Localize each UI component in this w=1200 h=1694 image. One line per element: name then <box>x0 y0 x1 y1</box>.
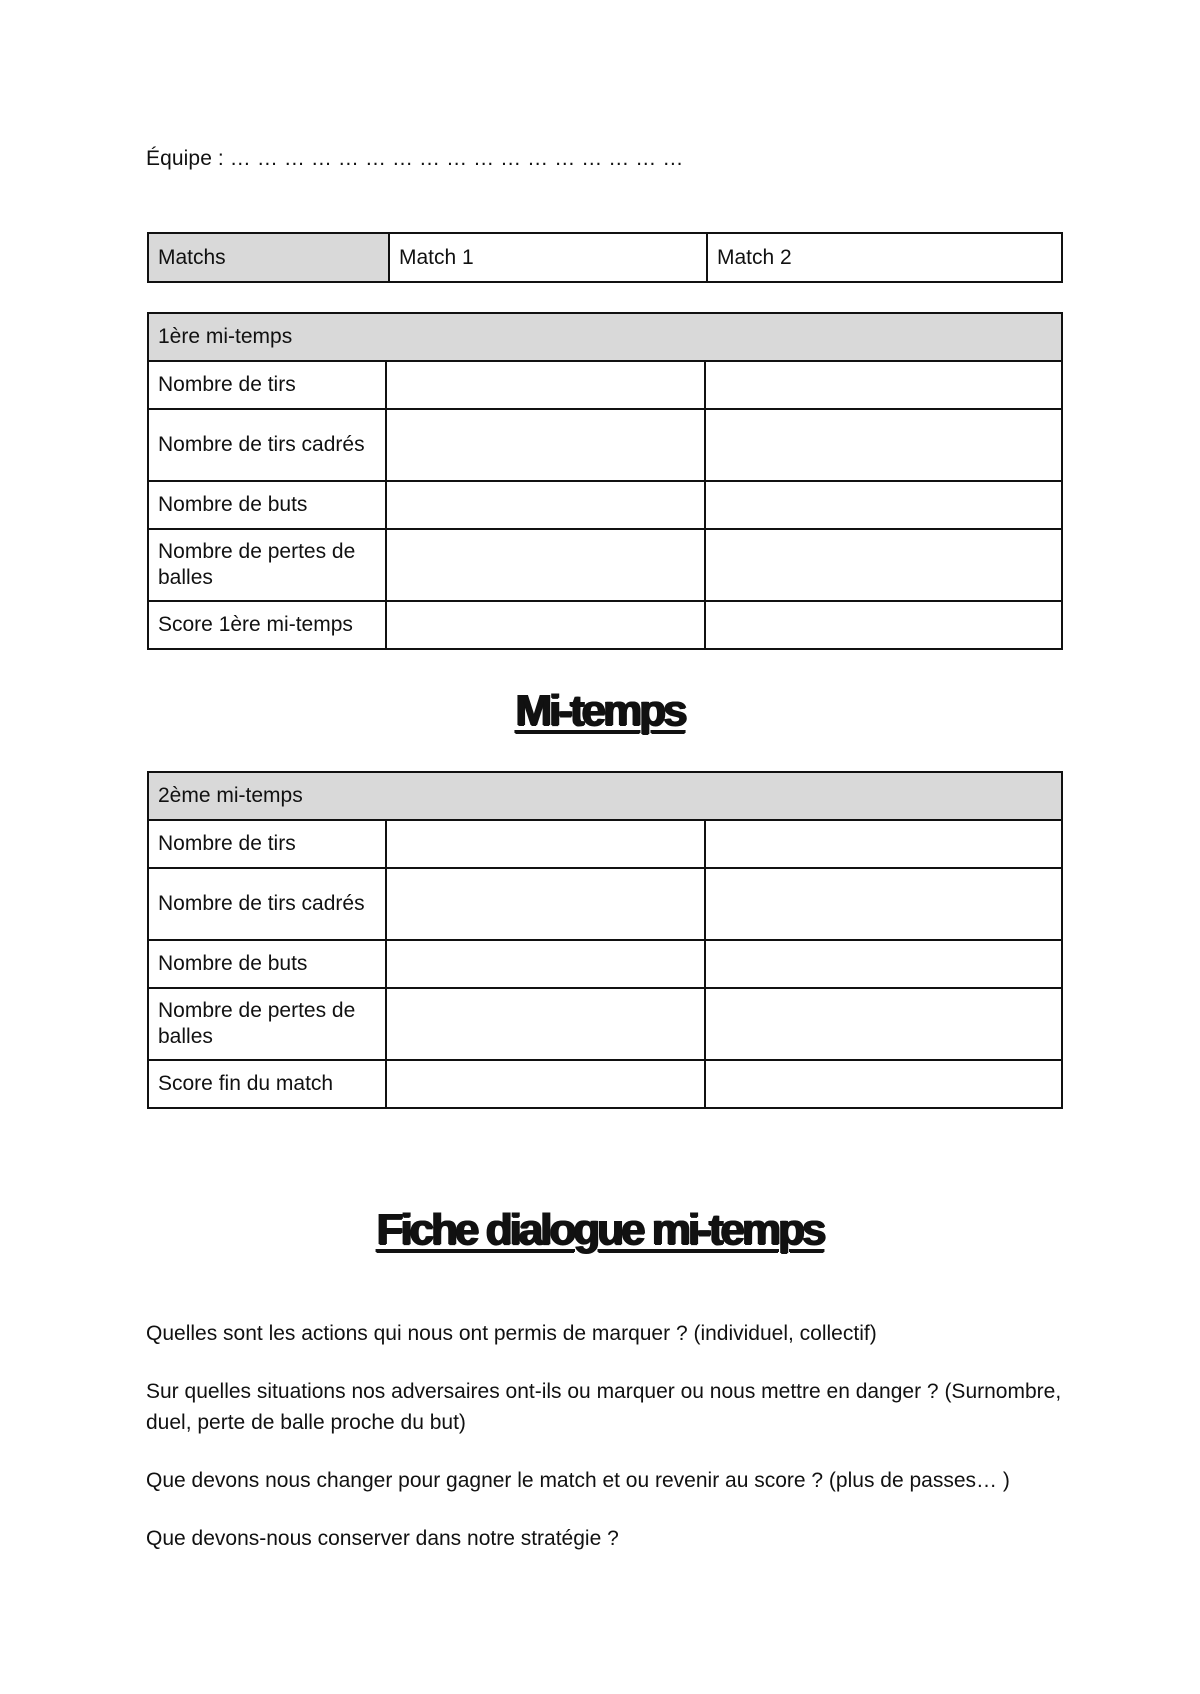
first-half-title-row <box>148 313 1062 361</box>
second-half-table <box>147 771 1063 1109</box>
row-label: Nombre de tirs <box>148 361 386 409</box>
matches-header-row <box>148 233 1062 282</box>
match-1-input-cell[interactable] <box>386 601 705 649</box>
team-name-line: Équipe : … … … … … … … … … … … … … … … … … <box>146 147 684 170</box>
table-row <box>148 1060 1062 1108</box>
table-row <box>148 529 1062 601</box>
row-label: Nombre de tirs <box>148 820 386 868</box>
match-1-input-cell[interactable] <box>386 529 705 601</box>
match-1-input-cell[interactable] <box>386 868 705 940</box>
match-2-input-cell[interactable] <box>705 988 1062 1060</box>
row-label: Nombre de pertes de balles <box>148 988 386 1060</box>
match-2-input-cell[interactable] <box>705 820 1062 868</box>
first-half-table <box>147 312 1063 650</box>
question-1: Quelles sont les actions qui nous ont permis de marquer ? (individuel, collectif) <box>146 1322 877 1345</box>
match-2-input-cell[interactable] <box>705 940 1062 988</box>
match-1-header-cell: Match 1 <box>389 233 707 282</box>
row-label: Nombre de tirs cadrés <box>148 868 386 940</box>
match-1-input-cell[interactable] <box>386 361 705 409</box>
table-row <box>148 868 1062 940</box>
first-half-title: 1ère mi-temps <box>148 313 1062 361</box>
questions-list <box>146 1318 1076 1581</box>
match-1-input-cell[interactable] <box>386 481 705 529</box>
table-row <box>148 601 1062 649</box>
row-label: Nombre de buts <box>148 481 386 529</box>
match-1-input-cell[interactable] <box>386 1060 705 1108</box>
row-label: Score 1ère mi-temps <box>148 601 386 649</box>
question-4: Que devons-nous conserver dans notre stratégie ? <box>146 1527 619 1550</box>
match-2-input-cell[interactable] <box>705 361 1062 409</box>
question-2: Sur quelles situations nos adversaires ont-ils ou marquer ou nous mettre en danger ? (Surnombre, duel, perte de balle proche du but) <box>146 1380 1062 1434</box>
matches-header-table <box>147 232 1063 283</box>
second-half-title-row <box>148 772 1062 820</box>
table-row <box>148 481 1062 529</box>
row-label: Nombre de buts <box>148 940 386 988</box>
question-3: Que devons nous changer pour gagner le match et ou revenir au score ? (plus de passes… ) <box>146 1469 1010 1492</box>
table-row <box>148 361 1062 409</box>
match-1-input-cell[interactable] <box>386 988 705 1060</box>
match-2-input-cell[interactable] <box>705 868 1062 940</box>
match-2-input-cell[interactable] <box>705 409 1062 481</box>
second-half-title: 2ème mi-temps <box>148 772 1062 820</box>
match-2-input-cell[interactable] <box>705 1060 1062 1108</box>
row-label: Nombre de tirs cadrés <box>148 409 386 481</box>
match-2-input-cell[interactable] <box>705 481 1062 529</box>
row-label: Score fin du match <box>148 1060 386 1108</box>
match-2-input-cell[interactable] <box>705 529 1062 601</box>
matches-label-cell: Matchs <box>148 233 389 282</box>
table-row <box>148 988 1062 1060</box>
fiche-dialogue-heading: Fiche dialogue mi-temps <box>376 1205 824 1254</box>
halftime-heading: Mi-temps <box>515 686 685 735</box>
row-label: Nombre de pertes de balles <box>148 529 386 601</box>
table-row <box>148 820 1062 868</box>
match-1-input-cell[interactable] <box>386 409 705 481</box>
match-2-header-cell: Match 2 <box>707 233 1062 282</box>
table-row <box>148 409 1062 481</box>
match-2-input-cell[interactable] <box>705 601 1062 649</box>
match-1-input-cell[interactable] <box>386 820 705 868</box>
table-row <box>148 940 1062 988</box>
match-1-input-cell[interactable] <box>386 940 705 988</box>
